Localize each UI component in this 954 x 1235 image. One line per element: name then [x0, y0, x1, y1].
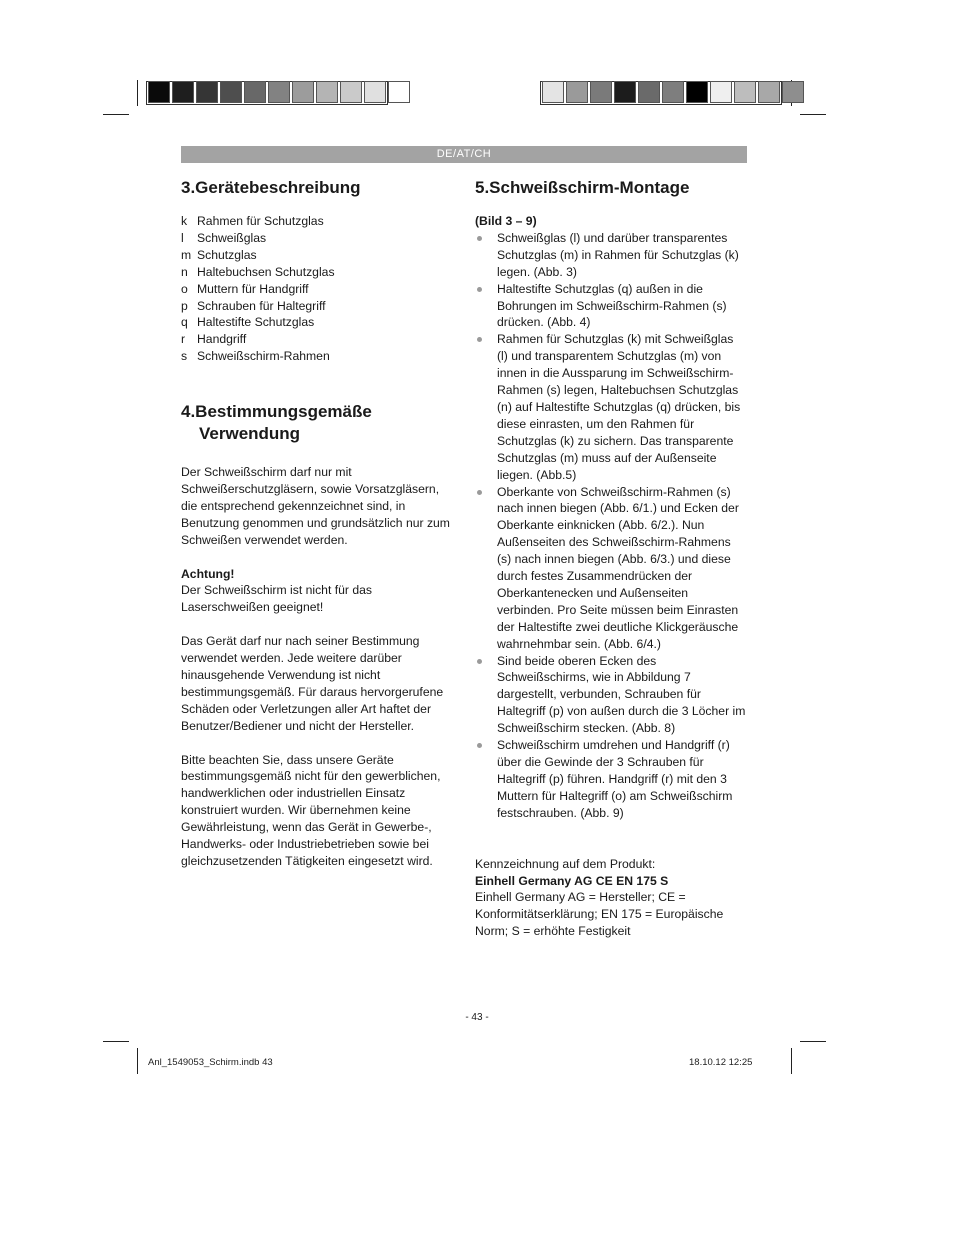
warning-label: Achtung!	[181, 566, 235, 581]
color-swatch	[614, 81, 636, 103]
color-swatch	[542, 81, 564, 103]
color-swatch	[244, 81, 266, 103]
usage-paragraph: Der Schweißschirm darf nur mit Schweißerschutzgläsern, sowie Vorsatzgläsern, die entsprechend gekennzeichnet sind, in Benutzung genommen und grundsätzlich nur zum Schweißen verwendet werden.	[181, 465, 450, 547]
left-column	[181, 177, 453, 870]
marking-code: Einhell Germany AG CE EN 175 S	[475, 873, 669, 888]
parts-list	[181, 213, 453, 365]
color-swatch	[710, 81, 732, 103]
color-swatch	[316, 81, 338, 103]
part-description: Handgriff	[197, 332, 247, 347]
part-description: Haltestifte Schutzglas	[197, 315, 315, 330]
assembly-step: Schweißschirm umdrehen und Handgriff (r) über die Gewinde der 3 Schrauben für Haltegriff (p) führen. Handgriff (r) mit den 3 Muttern für Haltegriff (o) am Schweißschirm festschrauben. (Abb. 9)	[475, 737, 747, 822]
part-letter: l	[181, 230, 184, 245]
color-swatch	[172, 81, 194, 103]
color-swatch	[590, 81, 612, 103]
part-item	[181, 264, 453, 281]
part-letter: n	[181, 264, 188, 279]
color-swatch	[566, 81, 588, 103]
color-swatch	[292, 81, 314, 103]
assembly-step: Sind beide oberen Ecken des Schweißschirms, wie in Abbildung 7 dargestellt, verbunden, Schrauben für Haltegriff (p) von außen durch die 3 Löcher im Schweißschirm stecken. (Abb. 8)	[475, 653, 747, 738]
color-swatch	[662, 81, 684, 103]
section-4-title-line1: 4.Bestimmungsgemäße	[181, 402, 372, 422]
marking-explanation: Einhell Germany AG = Hersteller; CE = Konformitätserklärung; EN 175 = Europäische Norm; S = erhöhte Festigkeit	[475, 890, 724, 939]
assembly-steps	[475, 230, 747, 822]
page-number: - 43 -	[465, 1012, 489, 1023]
part-letter: m	[181, 247, 192, 262]
color-swatch	[220, 81, 242, 103]
part-item	[181, 281, 453, 298]
right-column	[475, 177, 747, 940]
crop-mark	[800, 1041, 826, 1042]
section-4-title-line2: Verwendung	[199, 424, 301, 444]
footer-file-info: Anl_1549053_Schirm.indb 43	[148, 1057, 273, 1068]
color-swatches-left	[147, 81, 411, 105]
section-3-title: 3.Gerätebeschreibung	[181, 178, 361, 197]
part-letter: p	[181, 298, 188, 313]
color-swatch	[364, 81, 386, 103]
region-header-band: DE/AT/CH	[181, 146, 747, 163]
color-swatch	[734, 81, 756, 103]
part-item	[181, 331, 453, 348]
part-description: Muttern für Handgriff	[197, 281, 309, 296]
color-swatch	[340, 81, 362, 103]
part-description: Schweißschirm-Rahmen	[197, 349, 330, 364]
part-description: Schutzglas	[197, 247, 257, 262]
commercial-use-paragraph: Bitte beachten Sie, dass unsere Geräte bestimmungsgemäß nicht für den gewerblichen, handwerklichen oder industriellen Einsatz konstruiert wurden. Wir übernehmen keine Gewährleistung, wenn das Gerät in Gewerbe-, Handwerks- oder Industriebetrieben sowie bei gleichzusetzenden Tätigkeiten eingesetzt wird.	[181, 752, 441, 868]
color-swatch	[268, 81, 290, 103]
color-swatch	[638, 81, 660, 103]
crop-mark	[800, 114, 826, 115]
part-letter: q	[181, 315, 188, 330]
assembly-step: Oberkante von Schweißschirm-Rahmen (s) nach innen biegen (Abb. 6/1.) und Ecken der Oberkante einknicken (Abb. 6/2.). Nun Außenseiten des Schweißschirm-Rahmens (s) nach innen biegen (Abb. 6/3.) und diese durch festes Zusammendrücken der Oberkantenecken und Außenseiten verbinden. Pro Seite müssen beim Einrasten der Haltestifte zwei deutliche Klickgeräusche wahrnehmbar sein. (Abb. 6/4.)	[475, 484, 747, 653]
crop-mark	[137, 80, 138, 106]
part-item	[181, 230, 453, 247]
figure-reference: (Bild 3 – 9)	[475, 214, 537, 228]
section-4-title	[181, 401, 453, 445]
assembly-step: Haltestifte Schutzglas (q) außen in die Bohrungen im Schweißschirm-Rahmen (s) drücken. (Abb. 4)	[475, 281, 747, 332]
part-item	[181, 298, 453, 315]
liability-paragraph: Das Gerät darf nur nach seiner Bestimmung verwendet werden. Jede weitere darüber hinausgehende Verwendung ist nicht bestimmungsgemäß. Für daraus hervorgerufene Schäden oder Verletzungen aller Art haftet der Benutzer/Bediener und nicht der Hersteller.	[181, 634, 444, 733]
part-description: Rahmen für Schutzglas	[197, 214, 324, 228]
crop-mark	[137, 1048, 138, 1074]
color-swatch	[388, 81, 410, 103]
part-description: Haltebuchsen Schutzglas	[197, 264, 335, 279]
footer-datetime: 18.10.12 12:25	[689, 1057, 753, 1068]
part-letter: k	[181, 214, 188, 228]
assembly-step: Rahmen für Schutzglas (k) mit Schweißglas (l) und transparentem Schutzglas (m) von innen in die Aussparung im Schweißschirm-Rahmen (s) legen, Haltebuchsen Schutzglas (n) auf Haltestifte Schutzglas (q) drücken, bis diese einrasten, um den Rahmen für Schutzglas (k) zu sichern. Das transparente Schutzglas (m) muss auf der Außenseite liegen. (Abb.5)	[475, 331, 747, 483]
crop-mark	[791, 1048, 792, 1074]
color-swatch	[686, 81, 708, 103]
marking-label: Kennzeichnung auf dem Produkt:	[475, 856, 656, 871]
part-letter: r	[181, 332, 186, 347]
color-swatch	[758, 81, 780, 103]
assembly-step: Schweißglas (l) und darüber transparentes Schutzglas (m) in Rahmen für Schutzglas (k) legen. (Abb. 3)	[475, 230, 747, 281]
color-swatch	[196, 81, 218, 103]
color-swatch	[148, 81, 170, 103]
part-letter: o	[181, 281, 188, 296]
crop-mark	[103, 114, 129, 115]
warning-text: Der Schweißschirm ist nicht für das Laserschweißen geeignet!	[181, 583, 372, 615]
part-item	[181, 348, 453, 365]
part-item	[181, 247, 453, 264]
color-swatch	[782, 81, 804, 103]
crop-mark	[103, 1041, 129, 1042]
part-letter: s	[181, 349, 188, 364]
part-item	[181, 314, 453, 331]
part-item	[181, 213, 453, 230]
color-swatches-right	[541, 81, 805, 105]
section-5-title: 5.Schweißschirm-Montage	[475, 178, 690, 197]
part-description: Schweißglas	[197, 230, 267, 245]
part-description: Schrauben für Haltegriff	[197, 298, 326, 313]
